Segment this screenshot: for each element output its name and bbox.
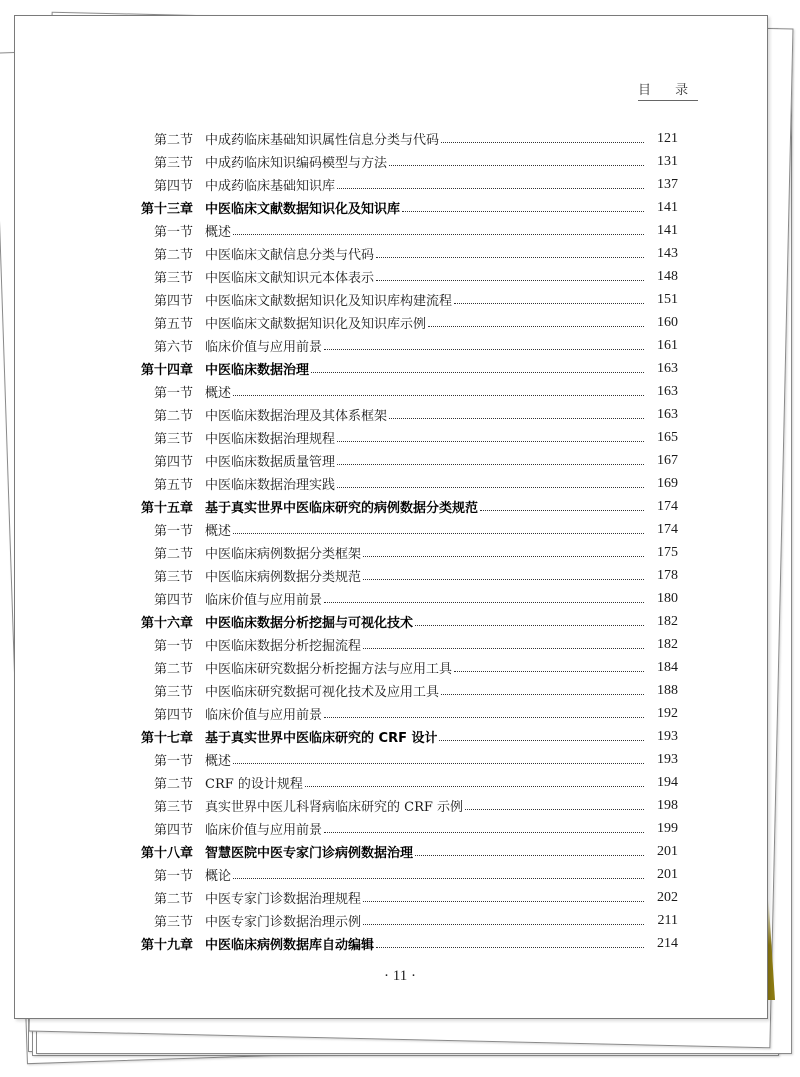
entry-page-number: 182 (657, 636, 678, 652)
toc-section-entry[interactable] (135, 564, 678, 587)
entry-title: 中医临床数据治理及其体系框架 (205, 409, 388, 424)
entry-page-number: 143 (657, 245, 678, 261)
entry-number: 第五节 (153, 478, 193, 493)
entry-title: 概述 (205, 386, 232, 401)
entry-page-number: 137 (657, 176, 678, 192)
dot-leader (311, 372, 644, 373)
toc-chapter-entry[interactable] (135, 932, 678, 955)
dot-leader (454, 671, 644, 672)
entry-title: 概述 (205, 225, 232, 240)
entry-title: 中成药临床基础知识库 (205, 179, 336, 194)
entry-number: 第一节 (153, 225, 193, 240)
entry-page-number: 141 (657, 222, 678, 238)
entry-number: 第十七章 (140, 731, 193, 746)
toc-section-entry[interactable] (135, 679, 678, 702)
entry-title: 基于真实世界中医临床研究的 CRF 设计 (205, 731, 438, 746)
toc-section-entry[interactable] (135, 587, 678, 610)
entry-page-number: 193 (657, 751, 678, 767)
entry-page-number: 178 (657, 567, 678, 583)
toc-section-entry[interactable] (135, 863, 678, 886)
entry-number: 第一节 (153, 869, 193, 884)
toc-section-entry[interactable] (135, 702, 678, 725)
entry-page-number: 121 (657, 130, 678, 146)
entry-title: 基于真实世界中医临床研究的病例数据分类规范 (205, 501, 479, 516)
entry-title: 中医临床数据质量管理 (205, 455, 336, 470)
toc-section-entry[interactable] (135, 518, 678, 541)
toc-section-entry[interactable] (135, 265, 678, 288)
entry-title: 中医专家门诊数据治理规程 (205, 892, 362, 907)
entry-page-number: 163 (657, 383, 678, 399)
dot-leader (324, 349, 644, 350)
toc-section-entry[interactable] (135, 334, 678, 357)
entry-title: 中医临床文献数据知识化及知识库 (205, 202, 401, 217)
dot-leader (337, 487, 644, 488)
toc-section-entry[interactable] (135, 449, 678, 472)
entry-title: 智慧医院中医专家门诊病例数据治理 (205, 846, 414, 861)
entry-number: 第四节 (153, 708, 193, 723)
toc-section-entry[interactable] (135, 748, 678, 771)
entry-number: 第二节 (153, 133, 193, 148)
entry-title: 中医临床数据治理规程 (205, 432, 336, 447)
dot-leader (324, 602, 644, 603)
toc-section-entry[interactable] (135, 311, 678, 334)
toc-chapter-entry[interactable] (135, 495, 678, 518)
entry-number: 第三节 (153, 570, 193, 585)
dot-leader (441, 142, 644, 143)
toc-section-entry[interactable] (135, 426, 678, 449)
toc-section-entry[interactable] (135, 173, 678, 196)
entry-title: 中医临床文献数据知识化及知识库示例 (205, 317, 427, 332)
entry-page-number: 160 (657, 314, 678, 330)
entry-number: 第十六章 (140, 616, 193, 631)
entry-title: 中医临床文献信息分类与代码 (205, 248, 375, 263)
entry-page-number: 151 (657, 291, 678, 307)
entry-page-number: 198 (657, 797, 678, 813)
dot-leader (389, 165, 644, 166)
dot-leader (428, 326, 644, 327)
dot-leader (402, 211, 644, 212)
dot-leader (233, 763, 644, 764)
entry-number: 第二节 (153, 892, 193, 907)
toc-chapter-entry[interactable] (135, 357, 678, 380)
entry-number: 第六节 (153, 340, 193, 355)
dot-leader (480, 510, 644, 511)
dot-leader (337, 464, 644, 465)
entry-title: 中医临床病例数据分类规范 (205, 570, 362, 585)
entry-page-number: 193 (657, 728, 678, 744)
entry-page-number: 165 (657, 429, 678, 445)
entry-page-number: 148 (657, 268, 678, 284)
dot-leader (363, 648, 644, 649)
entry-title: 真实世界中医儿科肾病临床研究的 CRF 示例 (205, 800, 464, 815)
toc-section-entry[interactable] (135, 817, 678, 840)
entry-title: 中成药临床知识编码模型与方法 (205, 156, 388, 171)
toc-section-entry[interactable] (135, 771, 678, 794)
entry-number: 第十三章 (140, 202, 193, 217)
entry-number: 第三节 (153, 432, 193, 447)
dot-leader (439, 740, 644, 741)
dot-leader (233, 234, 644, 235)
toc-section-entry[interactable] (135, 403, 678, 426)
dot-leader (389, 418, 644, 419)
dot-leader (324, 832, 644, 833)
entry-number: 第三节 (153, 915, 193, 930)
entry-number: 第四节 (153, 294, 193, 309)
entry-title: 概述 (205, 524, 232, 539)
entry-page-number: 167 (657, 452, 678, 468)
entry-number: 第二节 (153, 662, 193, 677)
entry-page-number: 174 (657, 521, 678, 537)
entry-page-number: 161 (657, 337, 678, 353)
entry-number: 第十八章 (140, 846, 193, 861)
entry-number: 第十九章 (140, 938, 193, 953)
dot-leader (324, 717, 644, 718)
entry-number: 第十五章 (140, 501, 193, 516)
entry-page-number: 163 (657, 406, 678, 422)
toc-section-entry[interactable] (135, 127, 678, 150)
dot-leader (376, 257, 644, 258)
entry-title: 中医临床数据治理实践 (205, 478, 336, 493)
entry-number: 第三节 (153, 271, 193, 286)
entry-title: 中医临床数据治理 (205, 363, 310, 378)
dot-leader (465, 809, 644, 810)
dot-leader (363, 901, 644, 902)
entry-number: 第二节 (153, 248, 193, 263)
toc-chapter-entry[interactable] (135, 840, 678, 863)
dot-leader (233, 533, 644, 534)
toc-chapter-entry[interactable] (135, 725, 678, 748)
dot-leader (233, 878, 644, 879)
entry-page-number: 175 (657, 544, 678, 560)
toc-section-entry[interactable] (135, 219, 678, 242)
entry-number: 第四节 (153, 593, 193, 608)
entry-page-number: 188 (657, 682, 678, 698)
toc-chapter-entry[interactable] (135, 196, 678, 219)
entry-title: 中医临床数据分析挖掘流程 (205, 639, 362, 654)
entry-title: 中医专家门诊数据治理示例 (205, 915, 362, 930)
entry-page-number: 180 (657, 590, 678, 606)
entry-page-number: 214 (657, 935, 678, 951)
page-number: · 11 · (384, 968, 416, 984)
toc-section-entry[interactable] (135, 909, 678, 932)
entry-number: 第三节 (153, 800, 193, 815)
entry-title: 中医临床研究数据分析挖掘方法与应用工具 (205, 662, 453, 677)
entry-number: 第一节 (153, 754, 193, 769)
toc-chapter-entry[interactable] (135, 610, 678, 633)
dot-leader (305, 786, 644, 787)
entry-title: 临床价值与应用前景 (205, 708, 323, 723)
entry-number: 第一节 (153, 639, 193, 654)
dot-leader (233, 395, 644, 396)
entry-number: 第三节 (153, 156, 193, 171)
toc-section-entry[interactable] (135, 886, 678, 909)
entry-title: 中医临床病例数据分类框架 (205, 547, 362, 562)
dot-leader (454, 303, 644, 304)
entry-page-number: 202 (657, 889, 678, 905)
entry-page-number: 182 (657, 613, 678, 629)
entry-title: 概论 (205, 869, 232, 884)
entry-page-number: 163 (657, 360, 678, 376)
entry-number: 第十四章 (140, 363, 193, 378)
entry-title: 中医临床研究数据可视化技术及应用工具 (205, 685, 440, 700)
entry-page-number: 201 (657, 843, 678, 859)
toc-section-entry[interactable] (135, 242, 678, 265)
entry-page-number: 194 (657, 774, 678, 790)
entry-page-number: 174 (657, 498, 678, 514)
table-of-contents (135, 127, 678, 955)
dot-leader (363, 924, 644, 925)
entry-title: 中医临床文献知识元本体表示 (205, 271, 375, 286)
entry-number: 第四节 (153, 455, 193, 470)
dot-leader (363, 579, 644, 580)
running-header: 目 录 (638, 84, 698, 101)
dot-leader (415, 625, 644, 626)
entry-title: 临床价值与应用前景 (205, 340, 323, 355)
entry-number: 第三节 (153, 685, 193, 700)
toc-section-entry[interactable] (135, 633, 678, 656)
entry-number: 第一节 (153, 524, 193, 539)
entry-page-number: 199 (657, 820, 678, 836)
entry-title: 中成药临床基础知识属性信息分类与代码 (205, 133, 440, 148)
dot-leader (441, 694, 644, 695)
entry-number: 第五节 (153, 317, 193, 332)
entry-number: 第四节 (153, 179, 193, 194)
toc-section-entry[interactable] (135, 380, 678, 403)
entry-page-number: 184 (657, 659, 678, 675)
entry-page-number: 211 (657, 912, 678, 928)
dot-leader (337, 441, 644, 442)
toc-section-entry[interactable] (135, 150, 678, 173)
entry-page-number: 192 (657, 705, 678, 721)
entry-number: 第一节 (153, 386, 193, 401)
dot-leader (363, 556, 644, 557)
toc-section-entry[interactable] (135, 656, 678, 679)
dot-leader (337, 188, 644, 189)
dot-leader (376, 947, 644, 948)
toc-section-entry[interactable] (135, 472, 678, 495)
dot-leader (415, 855, 644, 856)
entry-number: 第二节 (153, 777, 193, 792)
entry-title: 临床价值与应用前景 (205, 593, 323, 608)
entry-page-number: 169 (657, 475, 678, 491)
entry-number: 第二节 (153, 547, 193, 562)
entry-page-number: 141 (657, 199, 678, 215)
entry-title: 中医临床病例数据库自动编辑 (205, 938, 375, 953)
entry-title: CRF 的设计规程 (205, 777, 303, 792)
entry-page-number: 131 (657, 153, 678, 169)
entry-number: 第四节 (153, 823, 193, 838)
entry-title: 临床价值与应用前景 (205, 823, 323, 838)
dot-leader (376, 280, 644, 281)
toc-section-entry[interactable] (135, 794, 678, 817)
entry-number: 第二节 (153, 409, 193, 424)
entry-title: 概述 (205, 754, 232, 769)
toc-section-entry[interactable] (135, 541, 678, 564)
entry-title: 中医临床数据分析挖掘与可视化技术 (205, 616, 414, 631)
toc-section-entry[interactable] (135, 288, 678, 311)
entry-title: 中医临床文献数据知识化及知识库构建流程 (205, 294, 453, 309)
entry-page-number: 201 (657, 866, 678, 882)
